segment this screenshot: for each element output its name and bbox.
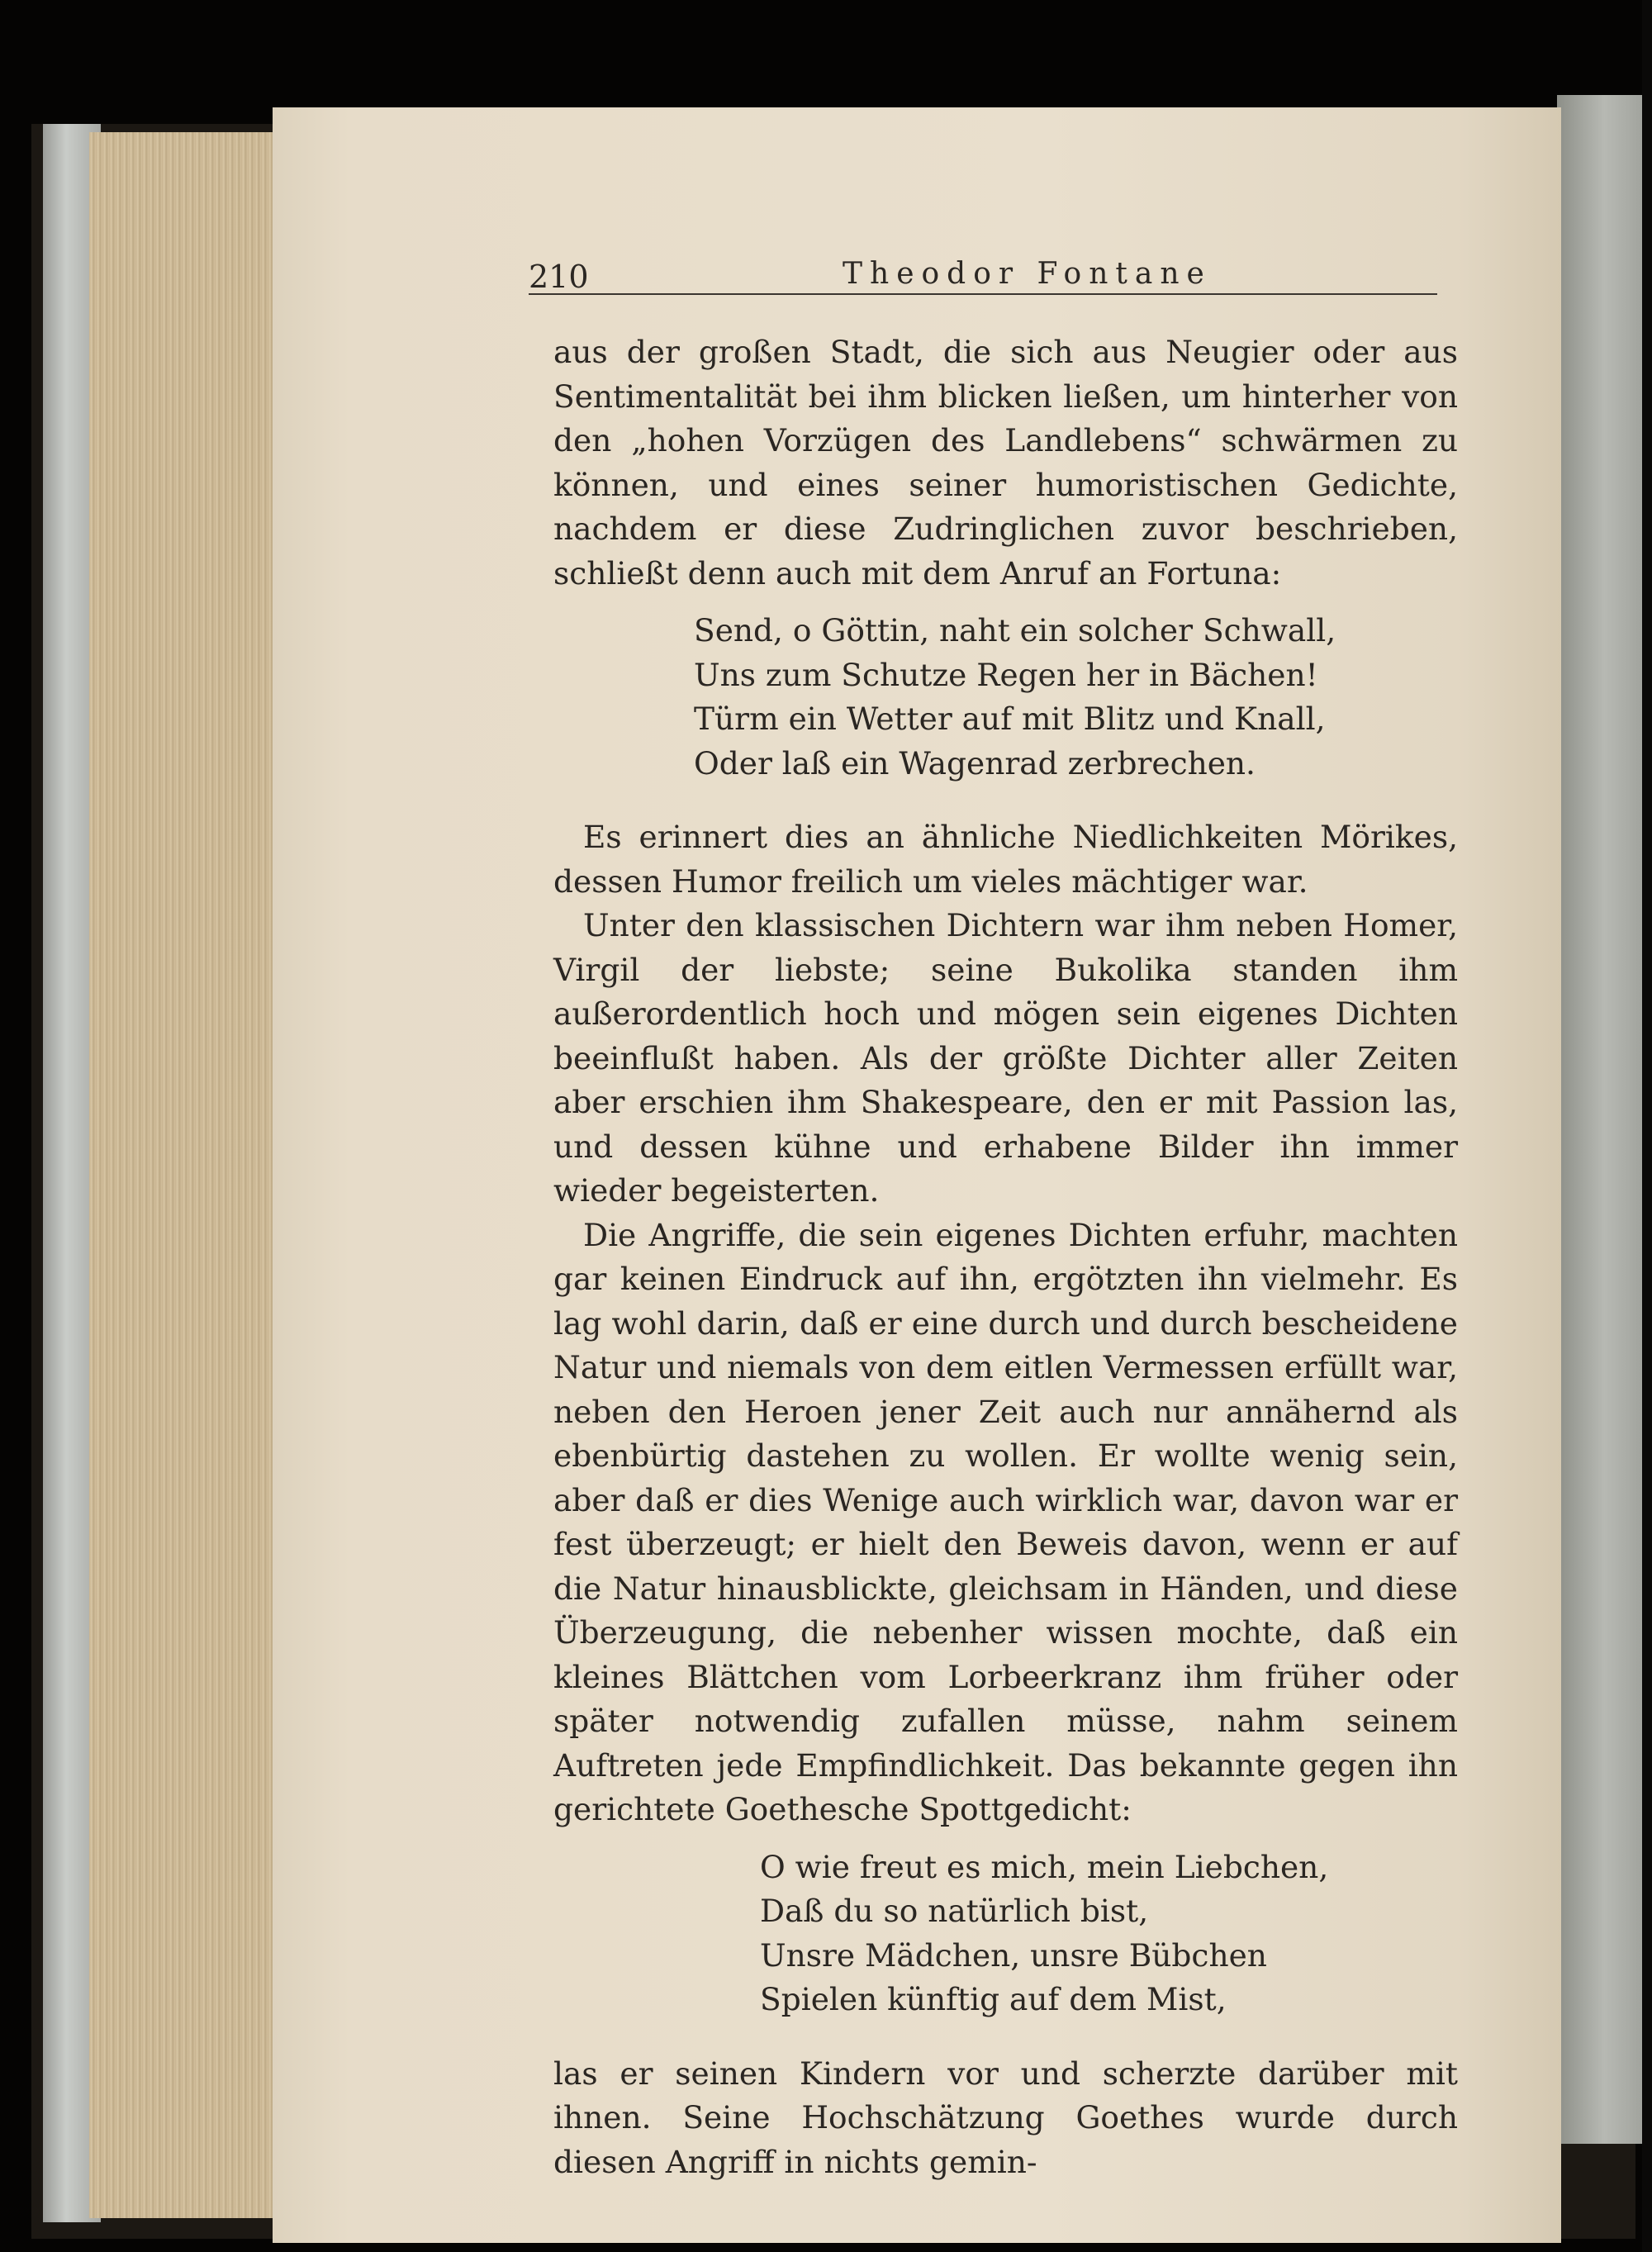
paragraph: Es erinnert dies an ähnliche Niedlichkeiten Mörikes, dessen Humor freilich um vieles mächtiger war. [553, 819, 1458, 900]
page-number: 210 [529, 259, 589, 295]
paragraph: las er seinen Kindern vor und scherzte darüber mit ihnen. Seine Hochschätzung Goethes wurde durch diesen Angriff in nichts gemin- [553, 2055, 1458, 2180]
verse-line: Spielen künftig auf dem Mist, [760, 1981, 1227, 2017]
verse-block [553, 1846, 1458, 2022]
verse-line: Uns zum Schutze Regen her in Bächen! [694, 656, 1318, 693]
verse-line: O wie freut es mich, mein Liebchen, [760, 1848, 1329, 1885]
facing-page-edge [1557, 95, 1652, 2144]
page-stack-edges [89, 132, 287, 2218]
running-title: Theodor Fontane [843, 257, 1212, 291]
image-border [1642, 0, 1652, 2252]
paragraph: aus der großen Stadt, die sich aus Neugier oder aus Sentimentalität bei ihm blicken ließen, um hinterher von den „hohen Vorzügen des Landlebens“ schwärmen zu können, und eines seiner humoristischen Gedichte, nachdem er diese Zudringlichen zuvor beschrieben, schließt denn auch mit dem Anruf an Fortuna: [553, 334, 1458, 592]
page-body [553, 330, 1458, 2184]
verse-line: Send, o Göttin, naht ein solcher Schwall, [694, 612, 1336, 649]
verse-line: Unsre Mädchen, unsre Bübchen [760, 1936, 1267, 1974]
page-header [529, 244, 1437, 295]
verse-block [553, 609, 1458, 786]
verse-line: Daß du so natürlich bist, [760, 1893, 1149, 1929]
verse-line: Türm ein Wetter auf mit Blitz und Knall, [694, 701, 1326, 737]
paragraph: Unter den klassischen Dichtern war ihm neben Homer, Virgil der liebste; seine Bukolika standen ihm außerordentlich hoch und mögen sein eigenes Dichten beeinflußt haben. Als der größte Dichter aller Zeiten aber erschien ihm Shakespeare, den er mit Passion las, und dessen kühne und erhabene Bilder ihn immer wieder begeisterten. [553, 907, 1458, 1209]
verse-line: Oder laß ein Wagenrad zerbrechen. [694, 744, 1256, 782]
paragraph: Die Angriffe, die sein eigenes Dichten erfuhr, machten gar keinen Eindruck auf ihn, ergötzten ihn vielmehr. Es lag wohl darin, daß er eine durch und durch bescheidene Natur und niemals von dem eitlen Vermessen erfüllt war, neben den Heroen jener Zeit auch nur annähernd als ebenbürtig dastehen zu wollen. Er wollte wenig sein, aber daß er dies Wenige auch wirklich war, davon war er fest überzeugt; er hielt den Beweis davon, wenn er auf die Natur hinausblickte, gleichsam in Händen, und diese Überzeugung, die nebenher wissen mochte, daß ein kleines Blättchen vom Lorbeerkranz ihm früher oder später notwendig zufallen müsse, nahm seinem Auftreten jede Empfindlichkeit. Das bekannte gegen ihn gerichtete Goethesche Spottgedicht: [553, 1216, 1458, 1827]
